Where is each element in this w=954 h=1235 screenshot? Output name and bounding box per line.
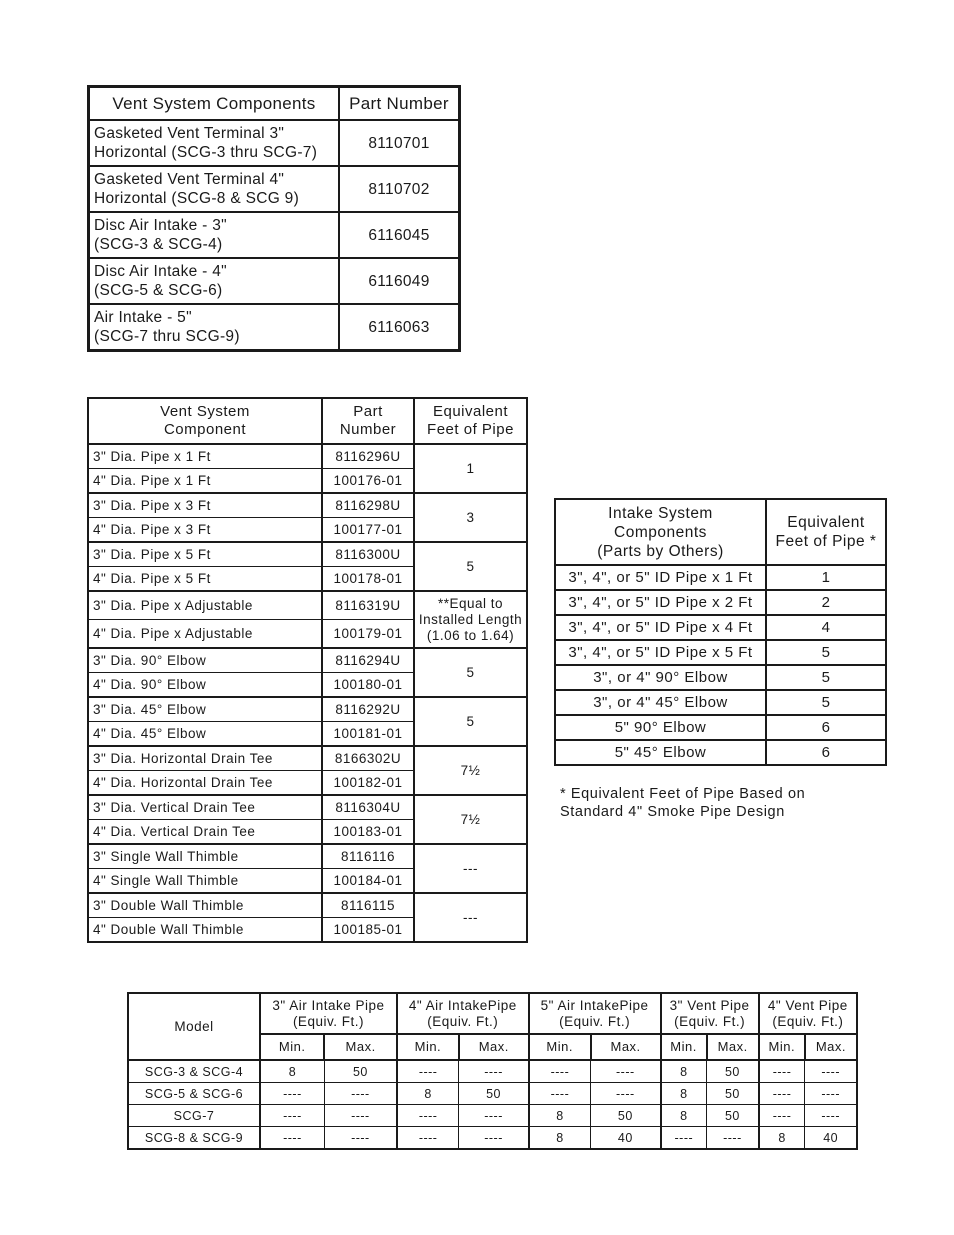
value-cell: ----	[324, 1105, 397, 1127]
component-cell: 3", 4", or 5" ID Pipe x 1 Ft	[555, 565, 766, 590]
max-header: Max.	[707, 1034, 759, 1060]
header-line: Feet of Pipe *	[775, 533, 877, 550]
max-header: Max.	[805, 1034, 857, 1060]
value-cell: ----	[805, 1060, 857, 1083]
intake-footnote: * Equivalent Feet of Pipe Based on Standard 4" Smoke Pipe Design	[560, 786, 806, 820]
part-number-cell: 8116298U	[322, 493, 414, 518]
part-number-cell: 8116292U	[322, 697, 414, 722]
value-cell: 50	[459, 1083, 529, 1105]
header-line: Components	[614, 523, 707, 541]
value-cell: 8	[661, 1083, 707, 1105]
value-cell: ----	[661, 1127, 707, 1150]
part-number-cell: 100176-01	[322, 469, 414, 494]
header-line: Number	[339, 421, 397, 438]
component-cell: 4" Dia. Horizontal Drain Tee	[88, 771, 322, 796]
table-row	[88, 493, 527, 518]
component-line: Disc Air Intake - 4"	[94, 263, 227, 280]
table-row	[128, 1127, 857, 1150]
table-row	[89, 120, 460, 166]
intake-components-table	[554, 498, 887, 766]
value-cell: 50	[707, 1060, 759, 1083]
value-cell: ----	[459, 1060, 529, 1083]
value-cell: ----	[591, 1083, 661, 1105]
table-row	[555, 615, 886, 640]
table-row	[88, 844, 527, 869]
equivalent-cell: 2	[766, 590, 886, 615]
value-cell: ----	[459, 1105, 529, 1127]
part-number-cell: 8116319U	[322, 591, 414, 620]
table-header-row	[88, 398, 527, 444]
header-line: Equivalent	[787, 514, 865, 531]
component-cell: 3" Single Wall Thimble	[88, 844, 322, 869]
header-line: (Equiv. Ft.)	[772, 1013, 844, 1029]
table-row	[88, 444, 527, 469]
value-cell: ----	[805, 1105, 857, 1127]
value-cell: 50	[707, 1083, 759, 1105]
header-line: (Equiv. Ft.)	[427, 1013, 499, 1029]
component-cell: 4" Dia. 45° Elbow	[88, 722, 322, 747]
header-line: Component	[163, 421, 247, 438]
max-header: Max.	[591, 1034, 661, 1060]
max-header: Max.	[459, 1034, 529, 1060]
component-line: Air Intake - 5"	[94, 309, 192, 326]
column-header	[766, 499, 886, 565]
value-cell: 8	[260, 1060, 324, 1083]
component-cell: 3" Dia. 90° Elbow	[88, 648, 322, 673]
value-cell: 8	[661, 1105, 707, 1127]
component-cell: 3" Double Wall Thimble	[88, 893, 322, 918]
value-cell: ----	[324, 1083, 397, 1105]
header-line: (Equiv. Ft.)	[292, 1013, 364, 1029]
value-cell: 50	[591, 1105, 661, 1127]
part-number-cell: 6116049	[339, 258, 460, 304]
min-header: Min.	[661, 1034, 707, 1060]
header-line: (Equiv. Ft.)	[674, 1013, 746, 1029]
component-cell: 3" Dia. Pipe x 1 Ft	[88, 444, 322, 469]
column-header	[322, 398, 414, 444]
component-cell: 3", or 4" 45° Elbow	[555, 690, 766, 715]
component-cell: 4" Dia. Pipe x 5 Ft	[88, 567, 322, 592]
table-row	[88, 746, 527, 771]
value-cell: ----	[707, 1127, 759, 1150]
part-number-cell: 8116300U	[322, 542, 414, 567]
equivalent-cell: ---	[414, 893, 527, 942]
part-number-cell: 8116115	[322, 893, 414, 918]
component-line: Horizontal (SCG-3 thru SCG-7)	[94, 144, 318, 161]
equivalent-cell: 6	[766, 715, 886, 740]
header-line: 3" Vent Pipe	[669, 997, 750, 1013]
value-cell: 8	[529, 1127, 591, 1150]
value-cell: ----	[759, 1105, 805, 1127]
component-cell: 3" Dia. 45° Elbow	[88, 697, 322, 722]
adjustable-note-cell	[414, 591, 527, 648]
vent-components-table	[87, 85, 461, 352]
table-row	[555, 715, 886, 740]
model-cell: SCG-8 & SCG-9	[128, 1127, 260, 1150]
value-cell: ----	[324, 1127, 397, 1150]
component-line: Gasketed Vent Terminal 3"	[94, 125, 285, 142]
column-header	[414, 398, 527, 444]
table-header-row	[89, 87, 460, 121]
model-cell: SCG-5 & SCG-6	[128, 1083, 260, 1105]
component-line: (SCG-5 & SCG-6)	[94, 282, 223, 299]
value-cell: ----	[591, 1060, 661, 1083]
table-row	[88, 591, 527, 620]
component-cell: 3" Dia. Pipe x 3 Ft	[88, 493, 322, 518]
part-number-cell: 100183-01	[322, 820, 414, 845]
part-number-cell: 8116296U	[322, 444, 414, 469]
max-header: Max.	[324, 1034, 397, 1060]
note-line: **Equal to	[437, 595, 504, 611]
equivalent-cell: 4	[766, 615, 886, 640]
component-cell: 4" Dia. Vertical Drain Tee	[88, 820, 322, 845]
header-line: Part	[353, 403, 383, 420]
value-cell: ----	[397, 1127, 459, 1150]
table-row	[88, 795, 527, 820]
component-cell: 3", or 4" 90° Elbow	[555, 665, 766, 690]
component-line: Disc Air Intake - 3"	[94, 217, 227, 234]
component-cell: 4" Double Wall Thimble	[88, 918, 322, 943]
part-number-cell: 100184-01	[322, 869, 414, 894]
part-number-cell: 8116294U	[322, 648, 414, 673]
value-cell: ----	[459, 1127, 529, 1150]
part-number-cell: 100180-01	[322, 673, 414, 698]
component-line: Horizontal (SCG-8 & SCG 9)	[94, 190, 300, 207]
table-row	[555, 665, 886, 690]
header-line: Feet of Pipe	[427, 421, 514, 438]
value-cell: 40	[591, 1127, 661, 1150]
table-header-row	[128, 993, 857, 1034]
model-cell: SCG-3 & SCG-4	[128, 1060, 260, 1083]
header-line: 3" Air Intake Pipe	[272, 997, 385, 1013]
equivalent-cell: 6	[766, 740, 886, 765]
min-header: Min.	[529, 1034, 591, 1060]
column-header: Part Number	[339, 87, 460, 121]
group-header	[529, 993, 661, 1034]
value-cell: ----	[759, 1083, 805, 1105]
table-row	[128, 1083, 857, 1105]
table-row	[89, 258, 460, 304]
table-row	[555, 740, 886, 765]
value-cell: 8	[529, 1105, 591, 1127]
table-row	[89, 304, 460, 351]
table-row	[555, 690, 886, 715]
equivalent-cell: 7½	[414, 795, 527, 844]
min-header: Min.	[397, 1034, 459, 1060]
vent-pipe-equivalents-table	[87, 397, 528, 943]
header-line: 4" Vent Pipe	[767, 997, 848, 1013]
value-cell: ----	[260, 1105, 324, 1127]
value-cell: ----	[805, 1083, 857, 1105]
column-header	[555, 499, 766, 565]
component-cell: 3" Dia. Horizontal Drain Tee	[88, 746, 322, 771]
min-header: Min.	[759, 1034, 805, 1060]
part-number-cell: 100177-01	[322, 518, 414, 543]
model-header: Model	[128, 993, 260, 1060]
component-cell	[89, 120, 340, 166]
table-row	[128, 1060, 857, 1083]
model-cell: SCG-7	[128, 1105, 260, 1127]
component-cell: 3", 4", or 5" ID Pipe x 5 Ft	[555, 640, 766, 665]
component-cell	[89, 258, 340, 304]
note-line: (1.06 to 1.64)	[426, 627, 515, 643]
table-row	[89, 212, 460, 258]
component-cell: 4" Single Wall Thimble	[88, 869, 322, 894]
note-line: Installed Length	[418, 611, 523, 627]
component-cell: 4" Dia. Pipe x 1 Ft	[88, 469, 322, 494]
component-cell: 5" 90° Elbow	[555, 715, 766, 740]
component-cell	[89, 166, 340, 212]
table-row	[88, 697, 527, 722]
value-cell: 8	[759, 1127, 805, 1150]
equivalent-cell: 5	[766, 640, 886, 665]
header-line: Vent System	[160, 403, 250, 420]
column-header: Vent System Components	[89, 87, 340, 121]
value-cell: ----	[759, 1060, 805, 1083]
table-row	[555, 590, 886, 615]
component-cell: 3", 4", or 5" ID Pipe x 2 Ft	[555, 590, 766, 615]
table-row	[128, 1105, 857, 1127]
equivalent-cell: ---	[414, 844, 527, 893]
equivalent-cell: 7½	[414, 746, 527, 795]
equivalent-cell: 1	[766, 565, 886, 590]
component-cell: 3", 4", or 5" ID Pipe x 4 Ft	[555, 615, 766, 640]
equivalent-cell: 5	[414, 697, 527, 746]
component-cell: 3" Dia. Pipe x 5 Ft	[88, 542, 322, 567]
part-number-cell: 100181-01	[322, 722, 414, 747]
equivalent-cell: 5	[414, 542, 527, 591]
component-cell: 3" Dia. Pipe x Adjustable	[88, 591, 322, 620]
value-cell: 50	[707, 1105, 759, 1127]
group-header	[759, 993, 857, 1034]
component-cell: 4" Dia. Pipe x Adjustable	[88, 620, 322, 649]
column-header	[88, 398, 322, 444]
part-number-cell: 100178-01	[322, 567, 414, 592]
table-row	[555, 565, 886, 590]
value-cell: ----	[397, 1060, 459, 1083]
header-line: (Parts by Others)	[597, 542, 724, 560]
value-cell: ----	[397, 1105, 459, 1127]
value-cell: ----	[529, 1060, 591, 1083]
part-number-cell: 6116045	[339, 212, 460, 258]
component-line: (SCG-3 & SCG-4)	[94, 236, 223, 253]
group-header	[661, 993, 759, 1034]
equivalent-cell: 1	[414, 444, 527, 493]
table-row	[555, 640, 886, 665]
component-line: (SCG-7 thru SCG-9)	[94, 328, 240, 345]
value-cell: ----	[260, 1083, 324, 1105]
value-cell: ----	[529, 1083, 591, 1105]
equivalent-cell: 5	[766, 665, 886, 690]
component-cell	[89, 304, 340, 351]
value-cell: 8	[397, 1083, 459, 1105]
component-cell: 4" Dia. 90° Elbow	[88, 673, 322, 698]
model-pipe-length-table	[127, 992, 858, 1150]
value-cell: ----	[260, 1127, 324, 1150]
equivalent-cell: 5	[766, 690, 886, 715]
part-number-cell: 8166302U	[322, 746, 414, 771]
table-row	[88, 648, 527, 673]
table-row	[88, 542, 527, 567]
value-cell: 50	[324, 1060, 397, 1083]
table-row	[89, 166, 460, 212]
table-header-row	[555, 499, 886, 565]
component-line: Gasketed Vent Terminal 4"	[94, 171, 285, 188]
part-number-cell: 8116116	[322, 844, 414, 869]
part-number-cell: 100179-01	[322, 620, 414, 649]
value-cell: 8	[661, 1060, 707, 1083]
equivalent-cell: 3	[414, 493, 527, 542]
value-cell: 40	[805, 1127, 857, 1150]
header-line: Equivalent	[432, 403, 509, 420]
component-cell	[89, 212, 340, 258]
group-header	[260, 993, 397, 1034]
table-row	[88, 893, 527, 918]
equivalent-cell: 5	[414, 648, 527, 697]
part-number-cell: 6116063	[339, 304, 460, 351]
min-header: Min.	[260, 1034, 324, 1060]
part-number-cell: 8110702	[339, 166, 460, 212]
component-cell: 3" Dia. Vertical Drain Tee	[88, 795, 322, 820]
component-cell: 4" Dia. Pipe x 3 Ft	[88, 518, 322, 543]
part-number-cell: 8116304U	[322, 795, 414, 820]
component-cell: 5" 45° Elbow	[555, 740, 766, 765]
header-line: (Equiv. Ft.)	[559, 1013, 631, 1029]
header-line: Intake System	[608, 504, 713, 522]
part-number-cell: 8110701	[339, 120, 460, 166]
part-number-cell: 100182-01	[322, 771, 414, 796]
part-number-cell: 100185-01	[322, 918, 414, 943]
group-header	[397, 993, 529, 1034]
header-line: 4" Air IntakePipe	[408, 997, 517, 1013]
header-line: 5" Air IntakePipe	[540, 997, 649, 1013]
